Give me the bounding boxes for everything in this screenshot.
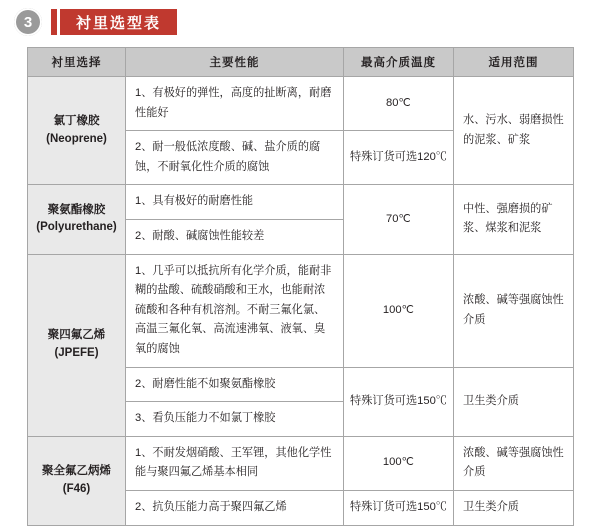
section-header	[0, 0, 600, 44]
scope-cell: 浓酸、碱等强腐蚀性介质	[454, 436, 574, 490]
spec-table-container	[27, 47, 573, 526]
performance-cell: 1、具有极好的耐磨性能	[126, 185, 344, 220]
section-number-badge: 3	[14, 8, 42, 36]
scope-cell: 卫生类介质	[454, 490, 574, 525]
table-header-row	[28, 48, 574, 77]
column-header-performance: 主要性能	[126, 48, 344, 77]
table-body	[28, 77, 574, 526]
lining-name-cell	[28, 185, 126, 254]
performance-cell: 1、几乎可以抵抗所有化学介质，能耐非糊的盐酸、硫酸硝酸和王水，也能耐浓硫酸和各种有机溶剂。不耐三氟化氯、高温三氟化氧、高流速沸氧、液氧、臭氧的腐蚀	[126, 254, 344, 367]
performance-cell: 2、抗负压能力高于聚四氟乙烯	[126, 490, 344, 525]
temperature-cell: 70℃	[344, 185, 454, 254]
table-row	[28, 436, 574, 490]
temperature-cell: 100℃	[344, 436, 454, 490]
temperature-cell: 特殊订货可选150℃	[344, 490, 454, 525]
performance-cell: 2、耐磨性能不如聚氨酯橡胶	[126, 367, 344, 402]
table-header	[28, 48, 574, 77]
performance-cell: 3、看负压能力不如氯丁橡胶	[126, 402, 344, 437]
lining-name-line1: 聚全氟乙炳烯	[42, 464, 111, 477]
scope-cell: 中性、强磨损的矿浆、煤浆和泥浆	[454, 185, 574, 254]
section-title-bar	[60, 9, 177, 35]
lining-name-line2: (Neoprene)	[46, 132, 107, 145]
column-header-scope: 适用范围	[454, 48, 574, 77]
scope-cell: 水、污水、弱磨损性的泥浆、矿浆	[454, 77, 574, 185]
lining-name-line2: (JPEFE)	[54, 347, 99, 360]
performance-cell: 1、不耐发烟硝酸、王军锂，其他化学性能与聚四氟乙烯基本相同	[126, 436, 344, 490]
lining-selection-table	[27, 47, 574, 526]
performance-cell: 2、耐一般低浓度酸、碱、盐介质的腐蚀，不耐氧化性介质的腐蚀	[126, 131, 344, 185]
temperature-cell: 80℃	[344, 77, 454, 131]
temperature-cell: 特殊订货可选150℃	[344, 367, 454, 436]
table-row	[28, 77, 574, 131]
lining-name-line1: 聚氨酯橡胶	[47, 203, 106, 216]
lining-name-line1: 氯丁橡胶	[53, 114, 100, 127]
scope-cell: 浓酸、碱等强腐蚀性介质	[454, 254, 574, 367]
temperature-cell: 100℃	[344, 254, 454, 367]
page-title: 衬里选型表	[76, 14, 162, 32]
scope-cell: 卫生类介质	[454, 367, 574, 436]
lining-name-cell	[28, 254, 126, 436]
lining-name-cell	[28, 77, 126, 185]
lining-name-line2: (F46)	[62, 482, 91, 495]
lining-name-line1: 聚四氟乙烯	[47, 329, 106, 342]
performance-cell: 1、有极好的弹性，高度的扯断离，耐磨性能好	[126, 77, 344, 131]
table-row	[28, 254, 574, 367]
table-row	[28, 185, 574, 220]
column-header-max-temperature: 最高介质温度	[344, 48, 454, 77]
performance-cell: 2、耐酸、碱腐蚀性能较差	[126, 219, 344, 254]
column-header-lining: 衬里选择	[28, 48, 126, 77]
temperature-cell: 特殊订货可选120℃	[344, 131, 454, 185]
lining-name-cell	[28, 436, 126, 525]
lining-name-line2: (Polyurethane)	[36, 221, 117, 234]
